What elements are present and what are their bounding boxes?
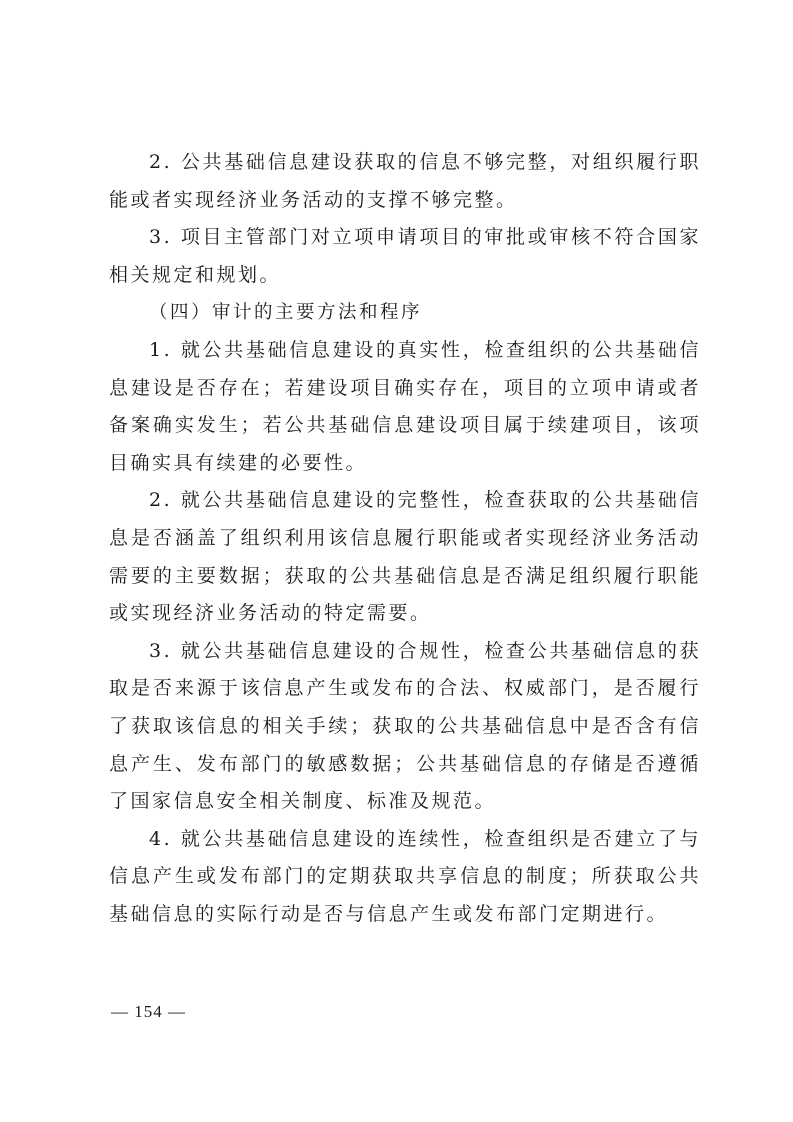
paragraph-completeness: 2. 就公共基础信息建设的完整性，检查获取的公共基础信息是否涵盖了组织利用该信息履行职能或者实现经济业务活动需要的主要数据；获取的公共基础信息是否满足组织履行职能或实现经济业务活动的特定需要。: [109, 489, 701, 625]
section-heading: （四）审计的主要方法和程序: [149, 302, 423, 324]
paragraph-authenticity: 1. 就公共基础信息建设的真实性，检查组织的公共基础信息建设是否存在；若建设项目确实存在，项目的立项申请或者备案确实发生；若公共基础信息建设项目属于续建项目，该项目确实具有续建的必要性。: [109, 338, 701, 474]
paragraph-item-3: 3. 项目主管部门对立项申请项目的审批或审核不符合国家相关规定和规划。: [109, 226, 701, 286]
body-text: [109, 144, 701, 933]
page-number: — 154 —: [111, 1002, 186, 1021]
paragraph-item-2: 2. 公共基础信息建设获取的信息不够完整，对组织履行职能或者实现经济业务活动的支撑不够完整。: [109, 151, 701, 211]
paragraph-continuity: 4. 就公共基础信息建设的连续性，检查组织是否建立了与信息产生或发布部门的定期获取共享信息的制度；所获取公共基础信息的实际行动是否与信息产生或发布部门定期进行。: [109, 827, 701, 925]
paragraph-compliance: 3. 就公共基础信息建设的合规性，检查公共基础信息的获取是否来源于该信息产生或发布的合法、权威部门，是否履行了获取该信息的相关手续；获取的公共基础信息中是否含有信息产生、发布部门的敏感数据；公共基础信息的存储是否遵循了国家信息安全相关制度、标准及规范。: [109, 639, 701, 813]
